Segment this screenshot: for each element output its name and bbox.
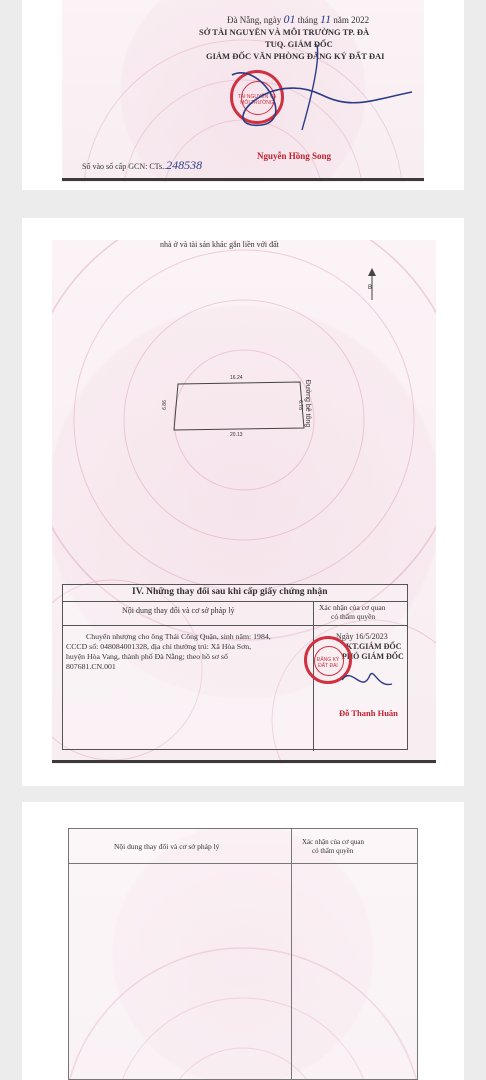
document-page-3 (22, 802, 464, 1080)
col2-header-2: có thẩm quyền (331, 612, 376, 621)
plot-left-edge: 6.86 (161, 400, 168, 410)
plot-bottom-edge: 20.13 (230, 432, 243, 438)
p3-col1-header: Nội dung thay đổi và cơ sở pháp lý (114, 842, 220, 851)
change-line-4: 807681.CN.001 (66, 662, 116, 671)
confirm-signer: Đỗ Thanh Huân (339, 708, 398, 718)
signature-1 (62, 0, 424, 182)
confirm-kt: KT.GIÁM ĐỐC (346, 642, 402, 651)
p3-col2-header-2: có thẩm quyền (312, 847, 354, 855)
change-line-2: CCCD số: 048084001328, địa chỉ thường trú: Xã Hòa Sơn, (66, 642, 252, 651)
confirm-pgd: PHÓ GIÁM ĐỐC (342, 652, 404, 661)
signer-name-1: Nguyễn Hồng Song (257, 151, 332, 161)
p3-col2-header-1: Xác nhận của cơ quan (302, 838, 365, 846)
road-label: Đường bê tông (304, 379, 312, 428)
col2-header-1: Xác nhận của cơ quan (319, 603, 386, 612)
red-seal-1: TÀI NGUYÊN VÀ MÔI TRƯỜNG (230, 70, 284, 124)
director-title: GIÁM ĐỐC VĂN PHÒNG ĐĂNG KÝ ĐẤT ĐAI (206, 51, 385, 61)
certificate-paper-2 (52, 240, 436, 764)
register-number-line: Số vào sổ cấp GCN: CTs..248538 (82, 158, 203, 172)
page2-header: nhà ở và tài sản khác gắn liền với đất (160, 240, 279, 249)
section-title: IV. Những thay đổi sau khi cấp giấy chứng nhận (132, 587, 328, 597)
certificate-paper-1 (62, 0, 424, 182)
changes-table-continued (68, 828, 418, 1080)
change-line-1: Chuyển nhượng cho ông Thái Công Quận, sinh năm: 1984, (86, 632, 271, 641)
confirm-date: Ngày 16/5/2023 (336, 632, 388, 641)
col1-header: Nội dung thay đổi và cơ sở pháp lý (122, 606, 235, 615)
plot-right-edge: 6.78 (296, 400, 303, 410)
agency-name: SỞ TÀI NGUYÊN VÀ MÔI TRƯỜNG TP. ĐÀ (199, 27, 370, 37)
signature-2 (52, 240, 436, 764)
north-label: B (368, 285, 373, 291)
tuq-label: TUQ. GIÁM ĐỐC (265, 39, 333, 49)
change-line-3: huyện Hòa Vang, thành phố Đà Nẵng; theo hồ sơ số (66, 652, 228, 661)
date-line: Đà Nẵng, ngày 01 tháng 11 năm 2022 (227, 12, 370, 26)
certificate-paper-3 (68, 828, 418, 1080)
red-seal-2: ĐĂNG KÝ ĐẤT ĐAI (304, 636, 352, 684)
document-page-1 (22, 0, 464, 190)
plot-top-edge: 16.24 (230, 375, 243, 381)
document-page-2 (22, 218, 464, 786)
